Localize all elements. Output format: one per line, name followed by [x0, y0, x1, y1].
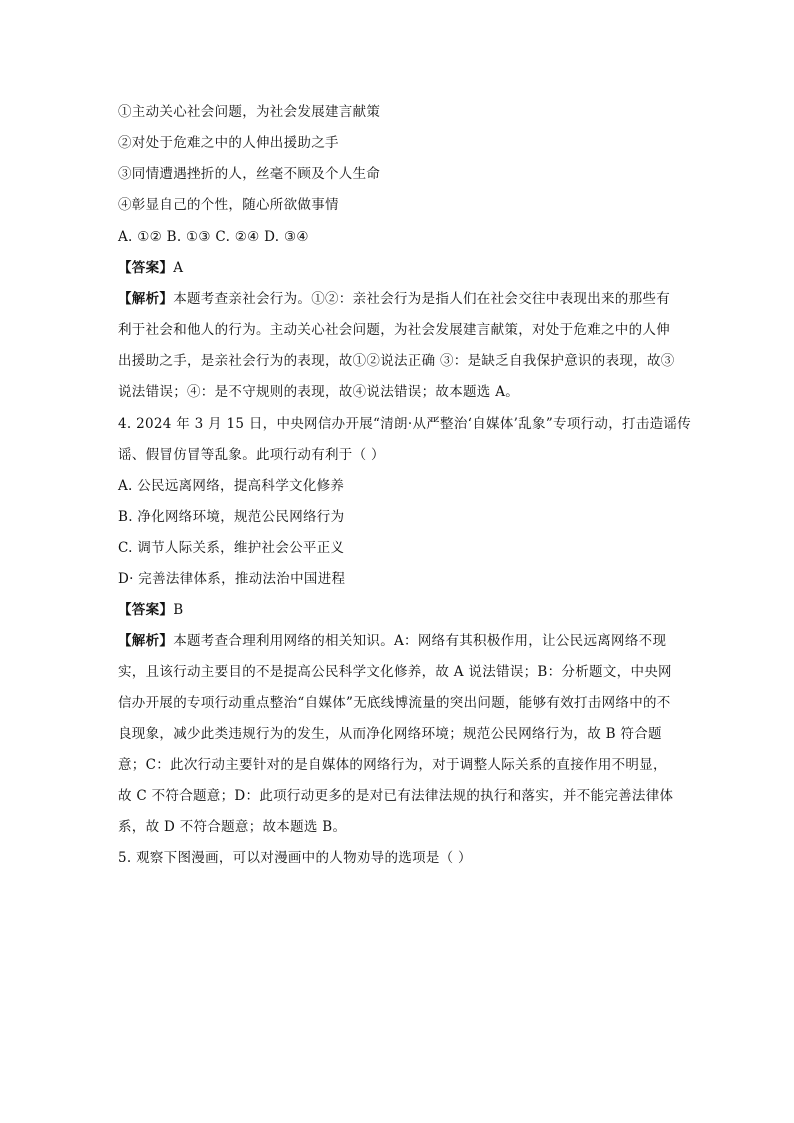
q3-choices: A. ①② B. ①③ C. ②④ D. ③④ — [118, 229, 309, 245]
q3-analysis-line-4: 说法错误；④：是不守规则的表现，故④说法错误；故本题选 A。 — [118, 384, 520, 400]
q4-option-d: D· 完善法律体系，推动法治中国进程 — [118, 571, 346, 587]
q3-option-2: ②对处于危难之中的人伸出援助之手 — [118, 135, 339, 151]
q4-analysis-line-2: 实，且该行动主要目的不是提高公民科学文化修养，故 A 说法错误；B：分析题文，中央网 — [118, 664, 672, 680]
q3-analysis-line-1 — [118, 289, 688, 309]
q3-option-4: ④彰显自己的个性，随心所欲做事情 — [118, 197, 339, 213]
q4-stem-line-1: 4. 2024 年 3 月 15 日，中央网信办开展“清朗·从严整治‘自媒体’乱象”专项行动，打击造谣传 — [118, 416, 692, 432]
q4-analysis-line-7: 系，故 D 不符合题意；故本题选 B。 — [118, 819, 347, 835]
q3-answer — [118, 258, 688, 278]
q4-stem-line-2: 谣、假冒仿冒等乱象。此项行动有利于（ ） — [118, 447, 385, 463]
q4-analysis-line-6: 故 C 不符合题意；D：此项行动更多的是对已有法律法规的执行和落实，并不能完善法律体 — [118, 788, 674, 804]
q3-analysis-line-3: 出援助之手，是亲社会行为的表现，故①②说法正确 ③：是缺乏自我保护意识的表现，故③ — [118, 353, 675, 369]
q3-option-1: ①主动关心社会问题，为社会发展建言献策 — [118, 104, 381, 120]
q3-analysis-line-2: 利于社会和他人的行为。主动关心社会问题，为社会发展建言献策，对处于危难之中的人伸 — [118, 322, 670, 338]
analysis-text: 本题考查合理利用网络的相关知识。A：网络有其积极作用，让公民远离网络不现 — [173, 633, 667, 649]
analysis-tag: 【解析】 — [118, 633, 174, 649]
q4-option-c: C. 调节人际关系，维护社会公平正义 — [118, 540, 345, 556]
analysis-text: 本题考查亲社会行为。①②：亲社会行为是指人们在社会交往中表现出来的那些有 — [173, 291, 671, 307]
q5-stem: 5. 观察下图漫画，可以对漫画中的人物劝导的选项是（ ） — [118, 850, 472, 866]
q4-option-b: B. 净化网络环境，规范公民网络行为 — [118, 509, 345, 525]
q4-analysis-line-1 — [118, 631, 688, 651]
q4-analysis-line-5: 意；C：此次行动主要针对的是自媒体的网络行为，对于调整人际关系的直接作用不明显， — [118, 757, 667, 773]
q4-analysis-line-4: 良现象，减少此类违规行为的发生，从而净化网络环境；规范公民网络行为，故 B 符合题 — [118, 726, 662, 742]
q4-analysis-line-3: 信办开展的专项行动重点整治“自媒体”无底线博流量的突出问题，能够有效打击网络中的不 — [118, 695, 671, 711]
analysis-tag: 【解析】 — [118, 291, 174, 307]
answer-tag: 【答案】 — [118, 260, 174, 276]
answer-value: B — [173, 602, 184, 618]
q3-option-3: ③同情遭遇挫折的人，丝毫不顾及个人生命 — [118, 166, 381, 182]
answer-tag: 【答案】 — [118, 602, 174, 618]
q4-option-a: A. 公民远离网络，提高科学文化修养 — [118, 478, 345, 494]
answer-value: A — [173, 260, 184, 276]
q4-answer — [118, 600, 688, 620]
